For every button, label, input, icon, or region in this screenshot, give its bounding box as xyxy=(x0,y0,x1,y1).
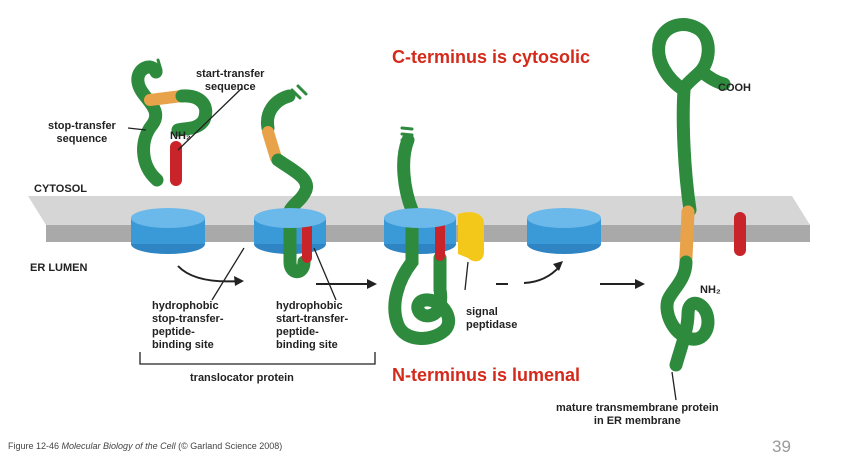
hydrophobic-stop-label: hydrophobic stop-transfer- peptide- binding site xyxy=(152,300,224,351)
hydrophobic-start-label: hydrophobic start-transfer- peptide- binding site xyxy=(276,300,349,351)
signal-peptidase xyxy=(458,212,484,261)
c-terminus-title: C-terminus is cytosolic xyxy=(392,47,591,67)
translocator-4 xyxy=(527,208,601,254)
translocator-1 xyxy=(131,208,205,254)
figure-caption xyxy=(8,441,282,451)
cleaved-start-transfer xyxy=(734,212,746,256)
er-lumen-label: ER LUMEN xyxy=(30,262,88,274)
n-terminus-title: N-terminus is lumenal xyxy=(392,365,581,385)
nh2-mature-label: NH₂ xyxy=(700,284,721,296)
start-transfer-label: start-transfer sequence xyxy=(196,68,265,93)
translocator-2-front xyxy=(254,208,326,228)
stop-transfer-label: stop-transfer sequence xyxy=(48,120,116,145)
caption-suffix: (© Garland Science 2008) xyxy=(175,441,283,451)
caption-book: Molecular Biology of the Cell xyxy=(61,441,176,451)
mature-protein-label: mature transmembrane protein in ER membrane xyxy=(556,402,719,427)
translocator-label: translocator protein xyxy=(190,372,294,384)
cooh-label: COOH xyxy=(718,82,751,94)
page-number: 39 xyxy=(772,437,791,456)
nh2-stage1-label: NH₂ xyxy=(170,130,191,142)
caption-prefix: Figure 12-46 xyxy=(8,441,62,451)
signal-peptidase-label: signal peptidase xyxy=(466,306,518,331)
mature-protein xyxy=(659,25,724,365)
cytosol-label: CYTOSOL xyxy=(34,183,87,195)
translocator-3-front xyxy=(384,208,456,228)
